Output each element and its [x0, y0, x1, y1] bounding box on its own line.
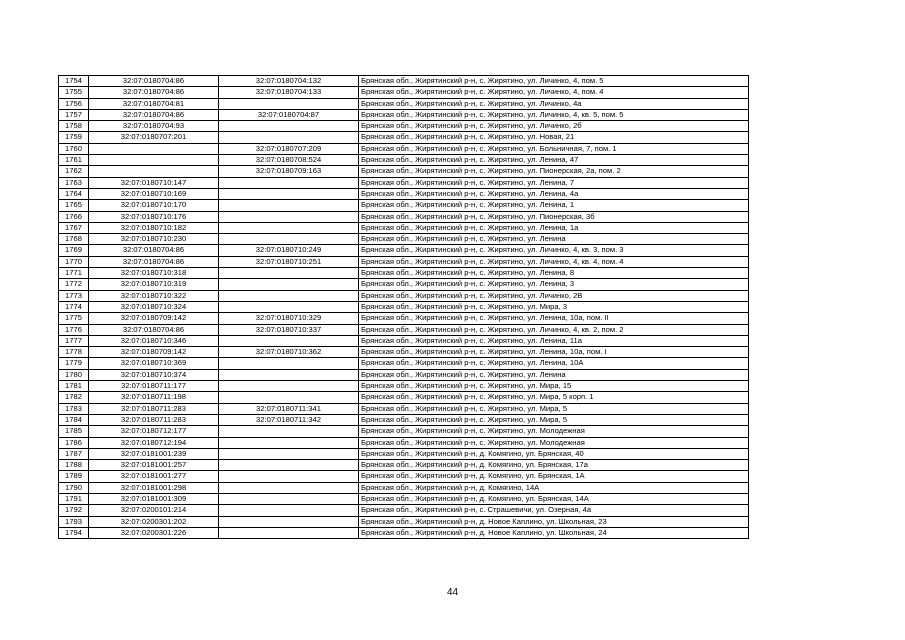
- parent-cadastral-number-cell: 32:07:0180712:194: [89, 437, 219, 448]
- table-row: [59, 403, 749, 414]
- row-number-cell: 1758: [59, 121, 89, 132]
- cadastral-number-cell: [219, 527, 359, 538]
- address-cell: Брянская обл., Жирятинский р-н, с. Жирятино, ул. Личинко, 4, кв. 2, пом. 2: [359, 324, 749, 335]
- parent-cadastral-number-cell: 32:07:0180704:86: [89, 87, 219, 98]
- cadastral-number-cell: 32:07:0180704:133: [219, 87, 359, 98]
- row-number-cell: 1777: [59, 335, 89, 346]
- table-row: [59, 256, 749, 267]
- parent-cadastral-number-cell: 32:07:0180710:346: [89, 335, 219, 346]
- table-row: [59, 245, 749, 256]
- address-cell: Брянская обл., Жирятинский р-н, с. Страшевичи, ул. Озерная, 4а: [359, 505, 749, 516]
- parent-cadastral-number-cell: 32:07:0180710:170: [89, 200, 219, 211]
- address-cell: Брянская обл., Жирятинский р-н, с. Жирятино, ул. Личинко, 2В: [359, 290, 749, 301]
- address-cell: Брянская обл., Жирятинский р-н, с. Жирятино, ул. Личинко, 4а: [359, 98, 749, 109]
- table-row: [59, 98, 749, 109]
- cadastral-number-cell: [219, 121, 359, 132]
- row-number-cell: 1794: [59, 527, 89, 538]
- parent-cadastral-number-cell: 32:07:0180710:322: [89, 290, 219, 301]
- row-number-cell: 1759: [59, 132, 89, 143]
- cadastral-number-cell: [219, 471, 359, 482]
- row-number-cell: 1786: [59, 437, 89, 448]
- cadastral-number-cell: [219, 482, 359, 493]
- row-number-cell: 1761: [59, 155, 89, 166]
- address-cell: Брянская обл., Жирятинский р-н, с. Жирятино, ул. Ленина: [359, 369, 749, 380]
- address-cell: Брянская обл., Жирятинский р-н, с. Жирятино, ул. Молодежная: [359, 437, 749, 448]
- row-number-cell: 1776: [59, 324, 89, 335]
- address-cell: Брянская обл., Жирятинский р-н, с. Жирятино, ул. Личинко, 2б: [359, 121, 749, 132]
- address-cell: Брянская обл., Жирятинский р-н, с. Жирятино, ул. Мира, 3: [359, 301, 749, 312]
- cadastral-number-cell: [219, 369, 359, 380]
- cadastral-number-cell: 32:07:0180707:209: [219, 143, 359, 154]
- cadastral-number-cell: 32:07:0180711:342: [219, 414, 359, 425]
- row-number-cell: 1788: [59, 460, 89, 471]
- parent-cadastral-number-cell: 32:07:0180710:319: [89, 279, 219, 290]
- parent-cadastral-number-cell: 32:07:0180710:318: [89, 268, 219, 279]
- cadastral-number-cell: [219, 301, 359, 312]
- parent-cadastral-number-cell: 32:07:0180710:230: [89, 234, 219, 245]
- cadastral-number-cell: 32:07:0180710:329: [219, 313, 359, 324]
- parent-cadastral-number-cell: 32:07:0181001:309: [89, 493, 219, 504]
- parent-cadastral-number-cell: [89, 143, 219, 154]
- address-cell: Брянская обл., Жирятинский р-н, с. Жирятино, ул. Ленина, 8: [359, 268, 749, 279]
- address-cell: Брянская обл., Жирятинский р-н, с. Жирятино, ул. Ленина, 10а, пом. I: [359, 347, 749, 358]
- table-row: [59, 143, 749, 154]
- row-number-cell: 1779: [59, 358, 89, 369]
- cadastral-number-cell: [219, 222, 359, 233]
- cadastral-number-cell: [219, 177, 359, 188]
- address-cell: Брянская обл., Жирятинский р-н, с. Жирятино, ул. Ленина, 1: [359, 200, 749, 211]
- parent-cadastral-number-cell: 32:07:0181001:239: [89, 448, 219, 459]
- table-row: [59, 211, 749, 222]
- address-cell: Брянская обл., Жирятинский р-н, с. Жирятино, ул. Новая, 21: [359, 132, 749, 143]
- parent-cadastral-number-cell: 32:07:0180710:169: [89, 188, 219, 199]
- row-number-cell: 1783: [59, 403, 89, 414]
- table-row: [59, 471, 749, 482]
- parent-cadastral-number-cell: 32:07:0180704:86: [89, 76, 219, 87]
- address-cell: Брянская обл., Жирятинский р-н, с. Жирятино, ул. Ленина, 11а: [359, 335, 749, 346]
- cadastral-number-cell: [219, 516, 359, 527]
- table-row: [59, 460, 749, 471]
- parent-cadastral-number-cell: 32:07:0180711:177: [89, 381, 219, 392]
- cadastral-number-cell: [219, 98, 359, 109]
- table-row: [59, 437, 749, 448]
- parent-cadastral-number-cell: 32:07:0180704:86: [89, 256, 219, 267]
- row-number-cell: 1762: [59, 166, 89, 177]
- address-cell: Брянская обл., Жирятинский р-н, с. Жирятино, ул. Ленина, 47: [359, 155, 749, 166]
- address-cell: Брянская обл., Жирятинский р-н, с. Жирятино, ул. Ленина, 7: [359, 177, 749, 188]
- cadastral-number-cell: 32:07:0180711:341: [219, 403, 359, 414]
- table-row: [59, 301, 749, 312]
- table-row: [59, 482, 749, 493]
- cadastral-number-cell: [219, 505, 359, 516]
- row-number-cell: 1784: [59, 414, 89, 425]
- cadastral-number-cell: [219, 493, 359, 504]
- parent-cadastral-number-cell: 32:07:0180712:177: [89, 426, 219, 437]
- address-cell: Брянская обл., Жирятинский р-н, с. Жирятино, ул. Личинко, 4, пом. 4: [359, 87, 749, 98]
- cadastral-number-cell: 32:07:0180704:87: [219, 109, 359, 120]
- table-row: [59, 335, 749, 346]
- address-cell: Брянская обл., Жирятинский р-н, д. Комягино, ул. Брянская, 1А: [359, 471, 749, 482]
- address-cell: Брянская обл., Жирятинский р-н, с. Жирятино, ул. Пионерская, 2а, пом. 2: [359, 166, 749, 177]
- parent-cadastral-number-cell: 32:07:0180711:198: [89, 392, 219, 403]
- cadastral-number-cell: 32:07:0180709:163: [219, 166, 359, 177]
- row-number-cell: 1785: [59, 426, 89, 437]
- table-row: [59, 448, 749, 459]
- address-cell: Брянская обл., Жирятинский р-н, д. Комягино, ул. Брянская, 40: [359, 448, 749, 459]
- table-row: [59, 392, 749, 403]
- cadastral-number-cell: [219, 358, 359, 369]
- address-cell: Брянская обл., Жирятинский р-н, с. Жирятино, ул. Мира, 5 корп. 1: [359, 392, 749, 403]
- parent-cadastral-number-cell: 32:07:0180711:283: [89, 403, 219, 414]
- table-row: [59, 166, 749, 177]
- cadastral-number-cell: [219, 381, 359, 392]
- row-number-cell: 1766: [59, 211, 89, 222]
- cadastral-number-cell: [219, 234, 359, 245]
- parent-cadastral-number-cell: 32:07:0180711:283: [89, 414, 219, 425]
- row-number-cell: 1765: [59, 200, 89, 211]
- page-number: 44: [446, 587, 459, 598]
- parent-cadastral-number-cell: 32:07:0180710:182: [89, 222, 219, 233]
- cadastral-number-cell: [219, 132, 359, 143]
- row-number-cell: 1756: [59, 98, 89, 109]
- table-row: [59, 155, 749, 166]
- address-cell: Брянская обл., Жирятинский р-н, с. Жирятино, ул. Мира, 5: [359, 414, 749, 425]
- row-number-cell: 1790: [59, 482, 89, 493]
- table-row: [59, 268, 749, 279]
- cadastral-number-cell: [219, 448, 359, 459]
- cadastral-number-cell: [219, 211, 359, 222]
- parent-cadastral-number-cell: 32:07:0200101:214: [89, 505, 219, 516]
- table-row: [59, 516, 749, 527]
- address-cell: Брянская обл., Жирятинский р-н, с. Жирятино, ул. Ленина, 4а: [359, 188, 749, 199]
- row-number-cell: 1755: [59, 87, 89, 98]
- row-number-cell: 1781: [59, 381, 89, 392]
- row-number-cell: 1778: [59, 347, 89, 358]
- parent-cadastral-number-cell: [89, 166, 219, 177]
- parent-cadastral-number-cell: 32:07:0200301:226: [89, 527, 219, 538]
- cadastral-number-cell: [219, 268, 359, 279]
- table-row: [59, 369, 749, 380]
- parent-cadastral-number-cell: 32:07:0180704:81: [89, 98, 219, 109]
- table-row: [59, 358, 749, 369]
- cadastral-number-cell: [219, 188, 359, 199]
- row-number-cell: 1775: [59, 313, 89, 324]
- parent-cadastral-number-cell: 32:07:0180704:86: [89, 109, 219, 120]
- row-number-cell: 1793: [59, 516, 89, 527]
- address-cell: Брянская обл., Жирятинский р-н, д. Комягино, ул. Брянская, 14А: [359, 493, 749, 504]
- property-table-body: [59, 76, 749, 539]
- row-number-cell: 1773: [59, 290, 89, 301]
- cadastral-number-cell: 32:07:0180710:249: [219, 245, 359, 256]
- table-row: [59, 222, 749, 233]
- row-number-cell: 1772: [59, 279, 89, 290]
- cadastral-number-cell: 32:07:0180704:132: [219, 76, 359, 87]
- address-cell: Брянская обл., Жирятинский р-н, с. Жирятино, ул. Ленина, 3: [359, 279, 749, 290]
- row-number-cell: 1787: [59, 448, 89, 459]
- parent-cadastral-number-cell: 32:07:0180710:324: [89, 301, 219, 312]
- cadastral-number-cell: 32:07:0180710:337: [219, 324, 359, 335]
- table-row: [59, 505, 749, 516]
- row-number-cell: 1754: [59, 76, 89, 87]
- address-cell: Брянская обл., Жирятинский р-н, с. Жирятино, ул. Мира, 15: [359, 381, 749, 392]
- row-number-cell: 1763: [59, 177, 89, 188]
- parent-cadastral-number-cell: 32:07:0180710:147: [89, 177, 219, 188]
- parent-cadastral-number-cell: 32:07:0180704:93: [89, 121, 219, 132]
- address-cell: Брянская обл., Жирятинский р-н, д. Новое Каплино, ул. Школьная, 24: [359, 527, 749, 538]
- table-row: [59, 414, 749, 425]
- parent-cadastral-number-cell: 32:07:0180710:374: [89, 369, 219, 380]
- parent-cadastral-number-cell: 32:07:0181001:298: [89, 482, 219, 493]
- address-cell: Брянская обл., Жирятинский р-н, с. Жирятино, ул. Мира, 5: [359, 403, 749, 414]
- table-row: [59, 313, 749, 324]
- parent-cadastral-number-cell: 32:07:0200301:202: [89, 516, 219, 527]
- address-cell: Брянская обл., Жирятинский р-н, д. Новое Каплино, ул. Школьная, 23: [359, 516, 749, 527]
- address-cell: Брянская обл., Жирятинский р-н, с. Жирятино, ул. Молодежная: [359, 426, 749, 437]
- table-row: [59, 324, 749, 335]
- row-number-cell: 1760: [59, 143, 89, 154]
- table-row: [59, 527, 749, 538]
- row-number-cell: 1774: [59, 301, 89, 312]
- parent-cadastral-number-cell: 32:07:0180704:86: [89, 324, 219, 335]
- cadastral-number-cell: [219, 437, 359, 448]
- table-row: [59, 76, 749, 87]
- cadastral-number-cell: [219, 460, 359, 471]
- table-row: [59, 132, 749, 143]
- parent-cadastral-number-cell: 32:07:0180709:142: [89, 347, 219, 358]
- table-row: [59, 290, 749, 301]
- table-row: [59, 426, 749, 437]
- address-cell: Брянская обл., Жирятинский р-н, с. Жирятино, ул. Пионерская, 3б: [359, 211, 749, 222]
- address-cell: Брянская обл., Жирятинский р-н, с. Жирятино, ул. Личинко, 4, кв. 5, пом. 5: [359, 109, 749, 120]
- address-cell: Брянская обл., Жирятинский р-н, д. Комягино, 14А: [359, 482, 749, 493]
- parent-cadastral-number-cell: 32:07:0181001:257: [89, 460, 219, 471]
- address-cell: Брянская обл., Жирятинский р-н, с. Жирятино, ул. Ленина, 10а, пом. II: [359, 313, 749, 324]
- cadastral-number-cell: [219, 279, 359, 290]
- address-cell: Брянская обл., Жирятинский р-н, с. Жирятино, ул. Больничная, 7, пом. 1: [359, 143, 749, 154]
- table-row: [59, 347, 749, 358]
- address-cell: Брянская обл., Жирятинский р-н, с. Жирятино, ул. Личинко, 4, кв. 3, пом. 3: [359, 245, 749, 256]
- table-row: [59, 87, 749, 98]
- parent-cadastral-number-cell: 32:07:0180710:176: [89, 211, 219, 222]
- row-number-cell: 1768: [59, 234, 89, 245]
- row-number-cell: 1789: [59, 471, 89, 482]
- cadastral-number-cell: 32:07:0180710:251: [219, 256, 359, 267]
- parent-cadastral-number-cell: 32:07:0180704:86: [89, 245, 219, 256]
- parent-cadastral-number-cell: 32:07:0181001:277: [89, 471, 219, 482]
- row-number-cell: 1780: [59, 369, 89, 380]
- parent-cadastral-number-cell: 32:07:0180709:142: [89, 313, 219, 324]
- row-number-cell: 1769: [59, 245, 89, 256]
- address-cell: Брянская обл., Жирятинский р-н, с. Жирятино, ул. Личинко, 4, пом. 5: [359, 76, 749, 87]
- table-row: [59, 234, 749, 245]
- parent-cadastral-number-cell: 32:07:0180710:369: [89, 358, 219, 369]
- address-cell: Брянская обл., Жирятинский р-н, с. Жирятино, ул. Ленина, 10А: [359, 358, 749, 369]
- cadastral-number-cell: 32:07:0180708:524: [219, 155, 359, 166]
- table-row: [59, 200, 749, 211]
- table-row: [59, 188, 749, 199]
- table-row: [59, 381, 749, 392]
- address-cell: Брянская обл., Жирятинский р-н, с. Жирятино, ул. Личинко, 4, кв. 4, пом. 4: [359, 256, 749, 267]
- parent-cadastral-number-cell: [89, 155, 219, 166]
- cadastral-number-cell: 32:07:0180710:362: [219, 347, 359, 358]
- table-row: [59, 121, 749, 132]
- row-number-cell: 1782: [59, 392, 89, 403]
- table-row: [59, 109, 749, 120]
- parent-cadastral-number-cell: 32:07:0180707:201: [89, 132, 219, 143]
- cadastral-number-cell: [219, 290, 359, 301]
- row-number-cell: 1792: [59, 505, 89, 516]
- table-row: [59, 493, 749, 504]
- address-cell: Брянская обл., Жирятинский р-н, д. Комягино, ул. Брянская, 17а: [359, 460, 749, 471]
- cadastral-number-cell: [219, 426, 359, 437]
- property-table: [58, 75, 749, 539]
- cadastral-number-cell: [219, 200, 359, 211]
- row-number-cell: 1757: [59, 109, 89, 120]
- table-row: [59, 177, 749, 188]
- address-cell: Брянская обл., Жирятинский р-н, с. Жирятино, ул. Ленина: [359, 234, 749, 245]
- address-cell: Брянская обл., Жирятинский р-н, с. Жирятино, ул. Ленина, 1а: [359, 222, 749, 233]
- row-number-cell: 1764: [59, 188, 89, 199]
- row-number-cell: 1770: [59, 256, 89, 267]
- cadastral-number-cell: [219, 392, 359, 403]
- row-number-cell: 1771: [59, 268, 89, 279]
- cadastral-number-cell: [219, 335, 359, 346]
- row-number-cell: 1791: [59, 493, 89, 504]
- row-number-cell: 1767: [59, 222, 89, 233]
- table-row: [59, 279, 749, 290]
